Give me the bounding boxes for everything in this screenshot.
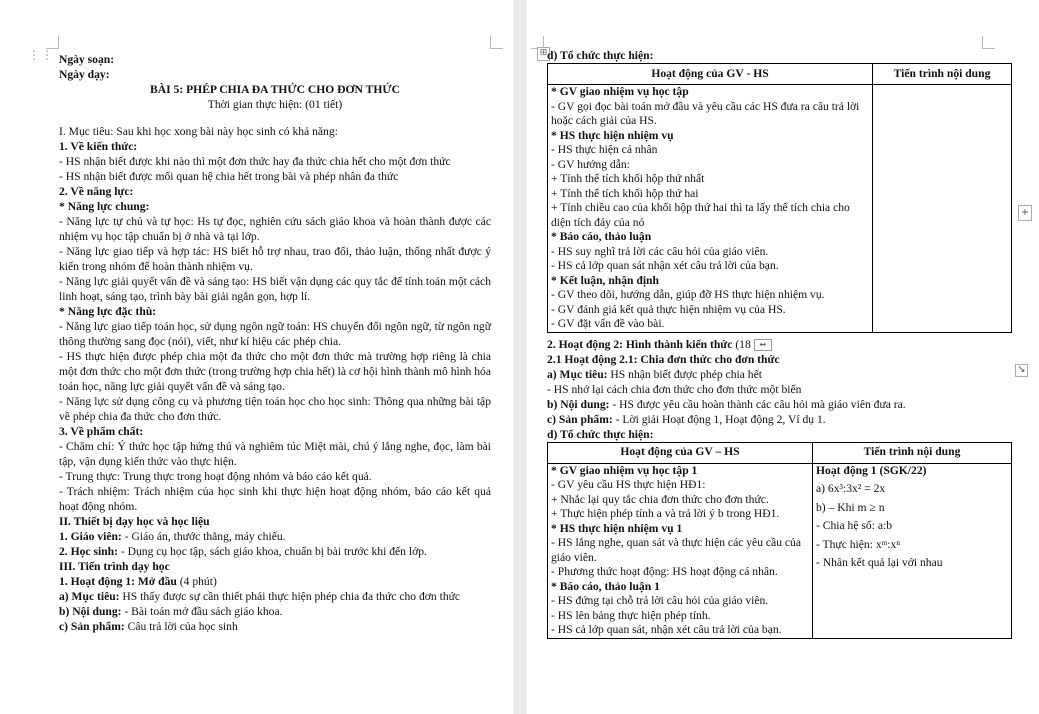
cell-text: + Tính thể tích khối hộp thứ hai: [551, 186, 699, 200]
paragraph-line: - HS nhận biết được mối quan hệ chia hết trong bài và phép nhân đa thức: [59, 170, 399, 183]
cell-text: - HS lắng nghe, quan sát và thực hiện các yêu cầu của giáo viên.: [551, 536, 801, 564]
table-cell[interactable]: [873, 85, 1012, 333]
paragraph-line: * Năng lực đặc thù:: [59, 305, 157, 318]
paragraph-line: - HS nhận biết được khi nào thì một đơn thức hay đa thức chia hết cho một đơn thức: [59, 155, 451, 168]
section-line: b) Nội dung: - HS được yêu cầu hoàn thành các câu hỏi mà giáo viên đưa ra.: [547, 397, 906, 411]
table-move-handle-icon[interactable]: ⊞: [537, 47, 550, 61]
bold-label: a) Mục tiêu:: [547, 367, 608, 381]
cell-text: + Thực hiện phép tính a và trả lời ý b trong HĐ1.: [551, 507, 780, 520]
document-page-right: [527, 0, 1039, 714]
paragraph-line: II. Thiết bị dạy học và học liệu: [59, 515, 210, 528]
paragraph-line: - Trung thực: Trung thực trong hoạt động nhóm và báo cáo kết quả.: [59, 470, 372, 483]
paragraph-line: a) Mục tiêu: HS thấy được sự cần thiết phải thực hiện phép chia đa thức cho đơn thức: [59, 590, 461, 603]
paragraph-line: - Năng lực giao tiếp và hợp tác: HS biết hỗ trợ nhau, trao đổi, thảo luận, thống nhất được ý kiến trong nhóm để hoàn thành nhiệm vụ.: [59, 245, 491, 273]
paragraph-line: 2. Học sinh: - Dụng cụ học tập, sách giáo khoa, chuẩn bị bài trước khi đến lớp.: [59, 545, 427, 558]
cell-text: * HS thực hiện nhiệm vụ: [551, 128, 674, 142]
cell-text: - Nhân kết quả lại với nhau: [816, 556, 943, 569]
paragraph-line: BÀI 5: PHÉP CHIA ĐA THỨC CHO ĐƠN THỨC: [150, 83, 400, 96]
crop-mark: [490, 36, 503, 49]
paragraph-line: 3. Về phẩm chất:: [59, 425, 144, 438]
add-row-icon[interactable]: +: [1018, 205, 1032, 221]
bold-label: 1. Giáo viên:: [59, 530, 122, 543]
table-header: Hoạt động của GV – HS: [548, 442, 813, 463]
left-page-content: [59, 52, 491, 634]
cell-text: - HS cả lớp quan sát nhận xét câu trả lời của bạn.: [551, 259, 779, 272]
paragraph-line: - Năng lực giao tiếp toán học, sử dụng ngôn ngữ toán: HS chuyển đổi ngôn ngữ, từ ngôn ngữ thông thường sang đọc (nói), viết, như kí hiệu các phép chia.: [59, 320, 491, 348]
activity-table-1: [547, 63, 1012, 333]
section-line: c) Sản phẩm: - Lời giải Hoạt động 1, Hoạt động 2, Ví dụ 1.: [547, 412, 826, 426]
paragraph-line: III. Tiến trình dạy học: [59, 560, 170, 573]
spacer: [59, 112, 491, 124]
field-handle-icon[interactable]: ↔: [754, 339, 772, 351]
bold-label: b) Nội dung:: [59, 605, 122, 618]
bold-label: b) Nội dung:: [547, 397, 610, 411]
table-cell[interactable]: [548, 463, 813, 638]
cell-text: - HS lên bảng thực hiện phép tính.: [551, 608, 711, 622]
section-line: - HS nhớ lại cách chia đơn thức cho đơn thức một biến: [547, 382, 802, 396]
cell-text: * Báo cáo, thảo luận 1: [551, 579, 660, 593]
cell-text: - HS cả lớp quan sát, nhận xét câu trả lời của bạn.: [551, 623, 782, 636]
drag-handle-icon[interactable]: ⋮⋮: [28, 48, 54, 62]
cell-text: Hoạt động 1 (SGK/22): [816, 463, 927, 477]
bold-label: a) Mục tiêu:: [59, 590, 120, 603]
section-line: 2. Hoạt động 2: Hình thành kiến thức (18 ↔: [547, 337, 1033, 352]
activity-2-block: [547, 337, 1033, 442]
cell-text: - GV đánh giá kết quả thực hiện nhiệm vụ của HS.: [551, 302, 786, 316]
cell-text: - HS đứng tại chỗ trả lời câu hỏi của giáo viên.: [551, 594, 769, 607]
right-page-content: [547, 48, 1033, 639]
section-line: 2.1 Hoạt động 2.1: Chia đơn thức cho đơn thức: [547, 352, 780, 366]
cell-text: - Phương thức hoạt động: HS hoạt động cá nhân.: [551, 565, 778, 578]
cell-text: - Thực hiện: xᵐ:xⁿ: [816, 537, 900, 551]
cell-text: + Nhắc lại quy tắc chia đơn thức cho đơn thức.: [551, 492, 769, 506]
bold-label: 1. Hoạt động 1: Mở đầu: [59, 575, 177, 588]
paragraph-line: - Năng lực tự chủ và tự học: Hs tự đọc, nghiên cứu sách giáo khoa và hoàn thành được các nhiệm vụ học tập chuẩn bị ở nhà và tại lớp.: [59, 215, 491, 243]
section-line: d) Tổ chức thực hiện:: [547, 427, 654, 441]
paragraph-line: I. Mục tiêu: Sau khi học xong bài này học sinh có khả năng:: [59, 125, 338, 138]
cell-text: * GV giao nhiệm vụ học tập 1: [551, 463, 698, 477]
bold-label: c) Sản phẩm:: [547, 412, 613, 426]
cell-text: - GV đặt vấn đề vào bài.: [551, 317, 665, 330]
cell-text: - GV hướng dẫn:: [551, 157, 630, 171]
document-page-left: [0, 0, 513, 714]
paragraph-line: 1. Về kiến thức:: [59, 140, 138, 153]
cell-text: + Tính chiều cao của khối hộp thứ hai thì ta lấy thể tích chia cho diện tích đáy của nó: [551, 201, 850, 229]
table-cell[interactable]: [813, 463, 1012, 638]
paragraph-line: - Chăm chỉ: Ý thức học tập hứng thú và nghiêm túc Miệt mài, chú ý lắng nghe, đọc, làm bài tập, vận dụng kiến thức vào thực hiện.: [59, 440, 491, 468]
cell-text: + Tính thể tích khối hộp thứ nhất: [551, 172, 705, 185]
paragraph-line: - Năng lực sử dụng công cụ và phương tiện toán học cho học sinh: Thông qua những bài tập về phép chia đa thức cho đơn thức.: [59, 395, 491, 423]
paragraph-line: * Năng lực chung:: [59, 200, 150, 213]
table-header: Hoạt động của GV - HS: [548, 64, 873, 85]
paragraph-line: c) Sản phẩm: Câu trả lời của học sinh: [59, 620, 238, 633]
table-header: Tiến trình nội dung: [873, 64, 1012, 85]
section-heading: d) Tổ chức thực hiện:: [547, 49, 654, 62]
cell-text: - GV gọi đọc bài toán mở đầu và yêu cầu các HS đưa ra câu trả lời hoặc cách giải của HS.: [551, 99, 860, 127]
cell-text: b) – Khi m ≥ n: [816, 500, 885, 514]
bold-label: 2. Học sinh:: [59, 545, 118, 558]
cell-text: - Chia hệ số: a:b: [816, 519, 892, 532]
cell-text: - HS suy nghĩ trả lời các câu hỏi của giáo viên.: [551, 244, 769, 258]
bold-label: c) Sản phẩm:: [59, 620, 125, 633]
cell-text: - GV theo dõi, hướng dẫn, giúp đỡ HS thực hiện nhiệm vụ.: [551, 288, 825, 301]
paragraph-line: 1. Giáo viên: - Giáo án, thước thẳng, máy chiếu.: [59, 530, 286, 543]
paragraph-line: - Trách nhiệm: Trách nhiệm của học sinh khi thực hiện hoạt động nhóm, báo cáo kết quả hoạt động nhóm.: [59, 485, 491, 513]
cell-text: a) 6x³:3x² = 2x: [816, 482, 886, 495]
paragraph-line: - HS thực hiện được phép chia một đa thức cho một đơn thức mà trường hợp riêng là chia một đơn thức cho một đơn thức (trong trường hợp chia hết) là cơ hội hình thành mô hình hóa toán học, năng lực giải quyết vấn đề và sáng tạo.: [59, 350, 491, 393]
table-cell[interactable]: [548, 85, 873, 333]
paragraph-line: Ngày soạn:: [59, 53, 115, 66]
table-header: Tiến trình nội dung: [813, 442, 1012, 463]
paragraph-line: 2. Về năng lực:: [59, 185, 134, 198]
paragraph-line: Ngày dạy:: [59, 68, 110, 81]
cell-text: * GV giao nhiệm vụ học tập: [551, 85, 689, 98]
paragraph-line: b) Nội dung: - Bài toán mở đầu sách giáo khoa.: [59, 605, 283, 618]
time-suffix: (18: [732, 337, 754, 351]
table-resize-handle-icon[interactable]: ↘: [1015, 364, 1028, 377]
cell-text: * Kết luận, nhận định: [551, 273, 659, 287]
cell-text: - GV yêu cầu HS thực hiện HĐ1:: [551, 478, 706, 491]
activity-table-2: [547, 442, 1012, 639]
paragraph-line: 1. Hoạt động 1: Mở đầu (4 phút): [59, 575, 217, 588]
cell-text: * HS thực hiện nhiệm vụ 1: [551, 521, 683, 535]
paragraph-line: - Năng lực giải quyết vấn đề và sáng tạo: HS biết vận dụng các quy tắc để tính toán một cách linh hoạt, sáng tạo, trình bày bài giải ngắn gọn, hợp lí.: [59, 275, 491, 303]
cell-text: - HS thực hiện cá nhân: [551, 143, 658, 156]
paragraph-line: Thời gian thực hiện: (01 tiết): [207, 98, 343, 111]
cell-text: * Báo cáo, thảo luận: [551, 230, 652, 243]
section-line: a) Mục tiêu: HS nhận biết được phép chia hết: [547, 367, 762, 381]
